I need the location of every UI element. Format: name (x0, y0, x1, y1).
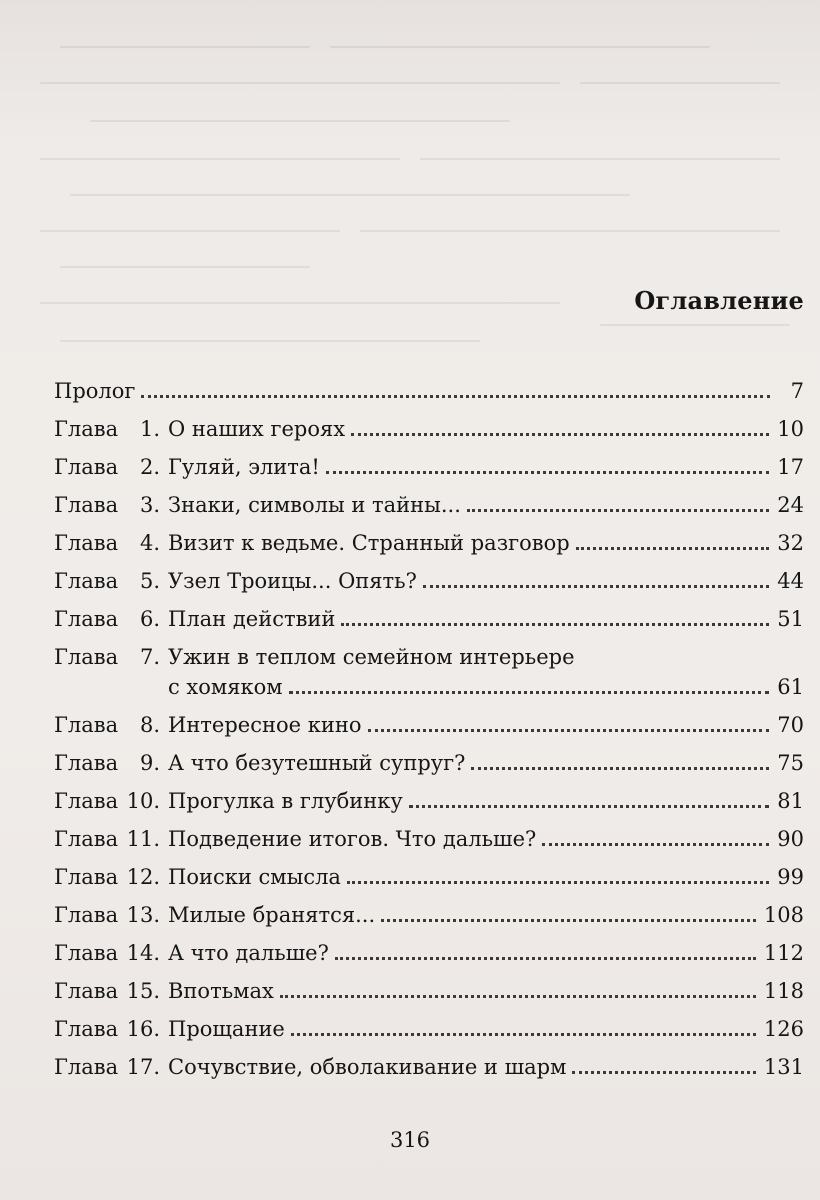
toc-entry-body (168, 528, 804, 558)
chapter-word: Глава (54, 789, 119, 813)
chapter-word: Глава (54, 941, 119, 965)
chapter-number: 12. (126, 865, 160, 889)
toc-entry-page: 126 (763, 1017, 804, 1041)
leader-dots (471, 767, 769, 770)
toc-entry-page: 51 (777, 607, 804, 631)
toc-entry-prologue[interactable] (54, 376, 804, 414)
chapter-word: Глава (54, 713, 119, 737)
leader-dots (347, 881, 769, 884)
toc-entry[interactable] (54, 824, 804, 862)
chapter-number: 8. (139, 713, 160, 737)
leader-dots (572, 1071, 755, 1074)
chapter-number: 15. (126, 979, 160, 1003)
toc-entry-title: Ужин в теплом семейном интерьере (168, 645, 575, 669)
toc-entry[interactable] (54, 528, 804, 566)
chapter-number: 10. (126, 789, 160, 813)
toc-entry-body (168, 604, 804, 634)
toc-entry-body (168, 900, 804, 930)
toc-entry-page: 32 (777, 531, 804, 555)
chapter-number: 5. (139, 569, 160, 593)
toc-entry-body (168, 824, 804, 854)
leader-dots (341, 623, 769, 626)
toc-entry-page: 10 (777, 417, 804, 441)
chapter-word: Глава (54, 903, 119, 927)
toc-entry-title: Прогулка в глубинку (168, 789, 403, 813)
toc-entry[interactable] (54, 976, 804, 1014)
toc-entry-title: Пролог (54, 379, 136, 403)
chapter-word: Глава (54, 865, 119, 889)
toc-entry-page: 17 (777, 455, 804, 479)
leader-dots (368, 729, 770, 732)
leader-dots (542, 843, 769, 846)
chapter-word: Глава (54, 455, 119, 479)
chapter-word: Глава (54, 417, 119, 441)
toc-entry[interactable] (54, 710, 804, 748)
toc-entry-body (168, 490, 804, 520)
toc-entry-title: Узел Троицы... Опять? (168, 569, 417, 593)
toc-entry[interactable] (54, 452, 804, 490)
leader-dots (291, 1033, 756, 1036)
toc-entry-body (168, 452, 804, 482)
leader-dots (381, 919, 756, 922)
chapter-number: 3. (139, 493, 160, 517)
chapter-number: 4. (139, 531, 160, 555)
bleed-through-text (0, 0, 820, 380)
toc-entry-title: О наших героях (168, 417, 346, 441)
toc-entry-page: 24 (777, 493, 804, 517)
toc-entry-body (168, 862, 804, 892)
leader-dots (576, 547, 770, 550)
toc-entry-body (168, 642, 804, 702)
toc-entry-body (168, 786, 804, 816)
toc-entry[interactable] (54, 748, 804, 786)
leader-dots (423, 585, 769, 588)
chapter-word: Глава (54, 493, 119, 517)
chapter-number: 9. (139, 751, 160, 775)
chapter-number: 11. (126, 827, 160, 851)
chapter-word: Глава (54, 1017, 119, 1041)
toc-entry-title: Визит к ведьме. Странный разговор (168, 531, 570, 555)
chapter-number: 13. (126, 903, 160, 927)
toc-entry[interactable] (54, 900, 804, 938)
toc-entry-body (54, 376, 804, 406)
toc-entry[interactable] (54, 1052, 804, 1090)
chapter-word: Глава (54, 979, 119, 1003)
toc-entry-title: А что безутешный супруг? (168, 751, 466, 775)
toc-entry-page: 108 (763, 903, 804, 927)
chapter-word: Глава (54, 569, 119, 593)
toc-entry[interactable] (54, 490, 804, 528)
toc-entry-title: Прощание (168, 1017, 285, 1041)
table-of-contents (54, 376, 804, 1090)
chapter-word: Глава (54, 1055, 119, 1079)
toc-entry-body (168, 1052, 804, 1082)
leader-dots (351, 433, 769, 436)
toc-entry-page: 90 (777, 827, 804, 851)
toc-entry-body (168, 1014, 804, 1044)
toc-heading: Оглавление (634, 286, 804, 315)
chapter-word: Глава (54, 607, 119, 631)
toc-entry-page: 112 (763, 941, 804, 965)
toc-entry[interactable] (54, 642, 804, 710)
chapter-word: Глава (54, 531, 119, 555)
toc-entry[interactable] (54, 1014, 804, 1052)
leader-dots (280, 995, 756, 998)
toc-entry-body (168, 938, 804, 968)
toc-entry-title-continued: с хомяком (168, 675, 283, 699)
toc-entry-title: А что дальше? (168, 941, 329, 965)
toc-entry-body (168, 976, 804, 1006)
toc-entry[interactable] (54, 786, 804, 824)
toc-entry[interactable] (54, 938, 804, 976)
toc-entry[interactable] (54, 862, 804, 900)
toc-entry-body (168, 414, 804, 444)
toc-entry-title: План действий (168, 607, 336, 631)
leader-dots (467, 509, 769, 512)
toc-entry[interactable] (54, 414, 804, 452)
toc-entry-page: 61 (777, 675, 804, 699)
toc-entry-body (168, 710, 804, 740)
leader-dots (335, 957, 756, 960)
page-number: 316 (389, 1128, 431, 1152)
toc-entry-page: 44 (777, 569, 804, 593)
chapter-word: Глава (54, 827, 119, 851)
toc-entry-page: 7 (790, 379, 804, 403)
toc-entry-title: Впотьмах (168, 979, 274, 1003)
chapter-word: Глава (54, 645, 119, 669)
leader-dots (326, 471, 769, 474)
toc-entry-title: Подведение итогов. Что дальше? (168, 827, 537, 851)
chapter-number: 7. (139, 645, 160, 669)
toc-entry-body (168, 566, 804, 596)
leader-dots (141, 395, 770, 398)
chapter-number: 17. (126, 1055, 160, 1079)
toc-entry-title: Поиски смысла (168, 865, 341, 889)
toc-entry-body (168, 748, 804, 778)
toc-entry-page: 81 (777, 789, 804, 813)
chapter-number: 6. (139, 607, 160, 631)
chapter-number: 14. (126, 941, 160, 965)
toc-entry-title: Милые бранятся... (168, 903, 376, 927)
toc-entry-page: 131 (763, 1055, 804, 1079)
toc-entry[interactable] (54, 566, 804, 604)
chapter-word: Глава (54, 751, 119, 775)
leader-dots (409, 805, 770, 808)
toc-entry-title: Интересное кино (168, 713, 362, 737)
leader-dots (289, 691, 770, 694)
toc-entry-page: 70 (777, 713, 804, 737)
toc-entry-title: Сочувствие, обволакивание и шарм (168, 1055, 567, 1079)
chapter-number: 1. (139, 417, 160, 441)
toc-entry-page: 99 (777, 865, 804, 889)
toc-entry-page: 75 (777, 751, 804, 775)
toc-entry-title: Знаки, символы и тайны... (168, 493, 461, 517)
toc-entry-page: 118 (763, 979, 804, 1003)
toc-entry-title: Гуляй, элита! (168, 455, 320, 479)
chapter-number: 2. (139, 455, 160, 479)
toc-entry[interactable] (54, 604, 804, 642)
chapter-number: 16. (126, 1017, 160, 1041)
